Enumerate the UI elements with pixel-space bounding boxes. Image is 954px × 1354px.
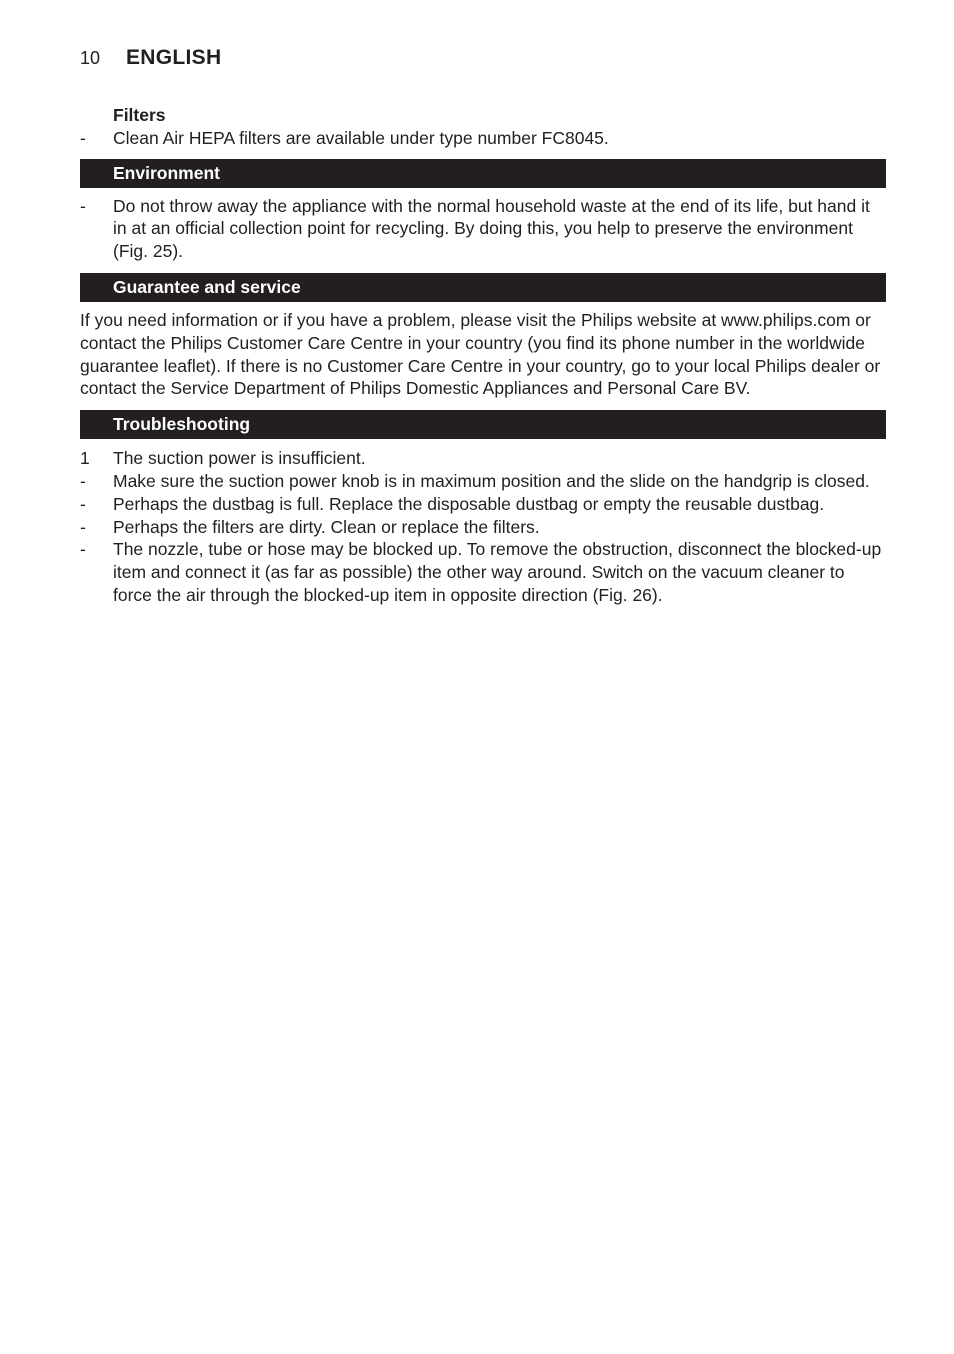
list-number: 1 [80, 448, 90, 469]
list-item [80, 538, 886, 606]
list-bullet: - [80, 493, 86, 514]
list-bullet: - [80, 516, 86, 537]
philips-website-link[interactable]: www.philips.com [721, 309, 851, 330]
list-item [80, 447, 886, 470]
list-item-text: Perhaps the dustbag is full. Replace the disposable dustbag or empty the reusable dustbag. [113, 493, 825, 514]
page-number: 10 [80, 48, 101, 68]
list-item-text: Perhaps the filters are dirty. Clean or replace the filters. [113, 516, 540, 537]
section-bar-environment: Environment [80, 159, 886, 188]
filters-heading: Filters [113, 105, 166, 125]
list-bullet: - [80, 127, 86, 148]
list-item-text: Clean Air HEPA filters are available under type number FC8045. [113, 127, 609, 148]
troubleshooting-list [80, 447, 886, 607]
guarantee-text-before: If you need information or if you have a problem, please visit the Philips website at [80, 309, 722, 330]
list-item [80, 493, 886, 516]
section-bar-troubleshooting: Troubleshooting [80, 410, 886, 439]
list-item [80, 127, 886, 150]
guarantee-text-after: or contact the Philips Customer Care Centre in your country (you find its phone number in the worldwide guarantee leaflet). If there is no Customer Care Centre in your country, go to your local Philips dealer or contact the Service Department of Philips Domestic Appliances and Personal Care BV. [80, 309, 881, 399]
list-item-text: The nozzle, tube or hose may be blocked up. To remove the obstruction, disconnect the blocked-up item and connect it (as far as possible) the other way around. Switch on the vacuum cleaner to force the air through the blocked-up item in opposite direction (Fig. 26). [113, 539, 882, 605]
language-heading: ENGLISH [126, 46, 222, 69]
list-bullet: - [80, 195, 86, 216]
list-item-text: Do not throw away the appliance with the normal household waste at the end of its life, but hand it in at an official collection point for recycling. By doing this, you help to preserve the environment (Fig. 25). [113, 195, 870, 262]
list-item-text: Make sure the suction power knob is in maximum position and the slide on the handgrip is closed. [113, 470, 870, 491]
manual-content [80, 104, 886, 607]
list-item [80, 516, 886, 539]
list-item [80, 195, 886, 263]
section-bar-guarantee: Guarantee and service [80, 273, 886, 302]
list-bullet: - [80, 470, 86, 491]
list-item-text: The suction power is insufficient. [113, 448, 366, 469]
list-item [80, 470, 886, 493]
page-header [80, 46, 221, 70]
list-bullet: - [80, 539, 86, 560]
guarantee-paragraph [80, 309, 886, 400]
